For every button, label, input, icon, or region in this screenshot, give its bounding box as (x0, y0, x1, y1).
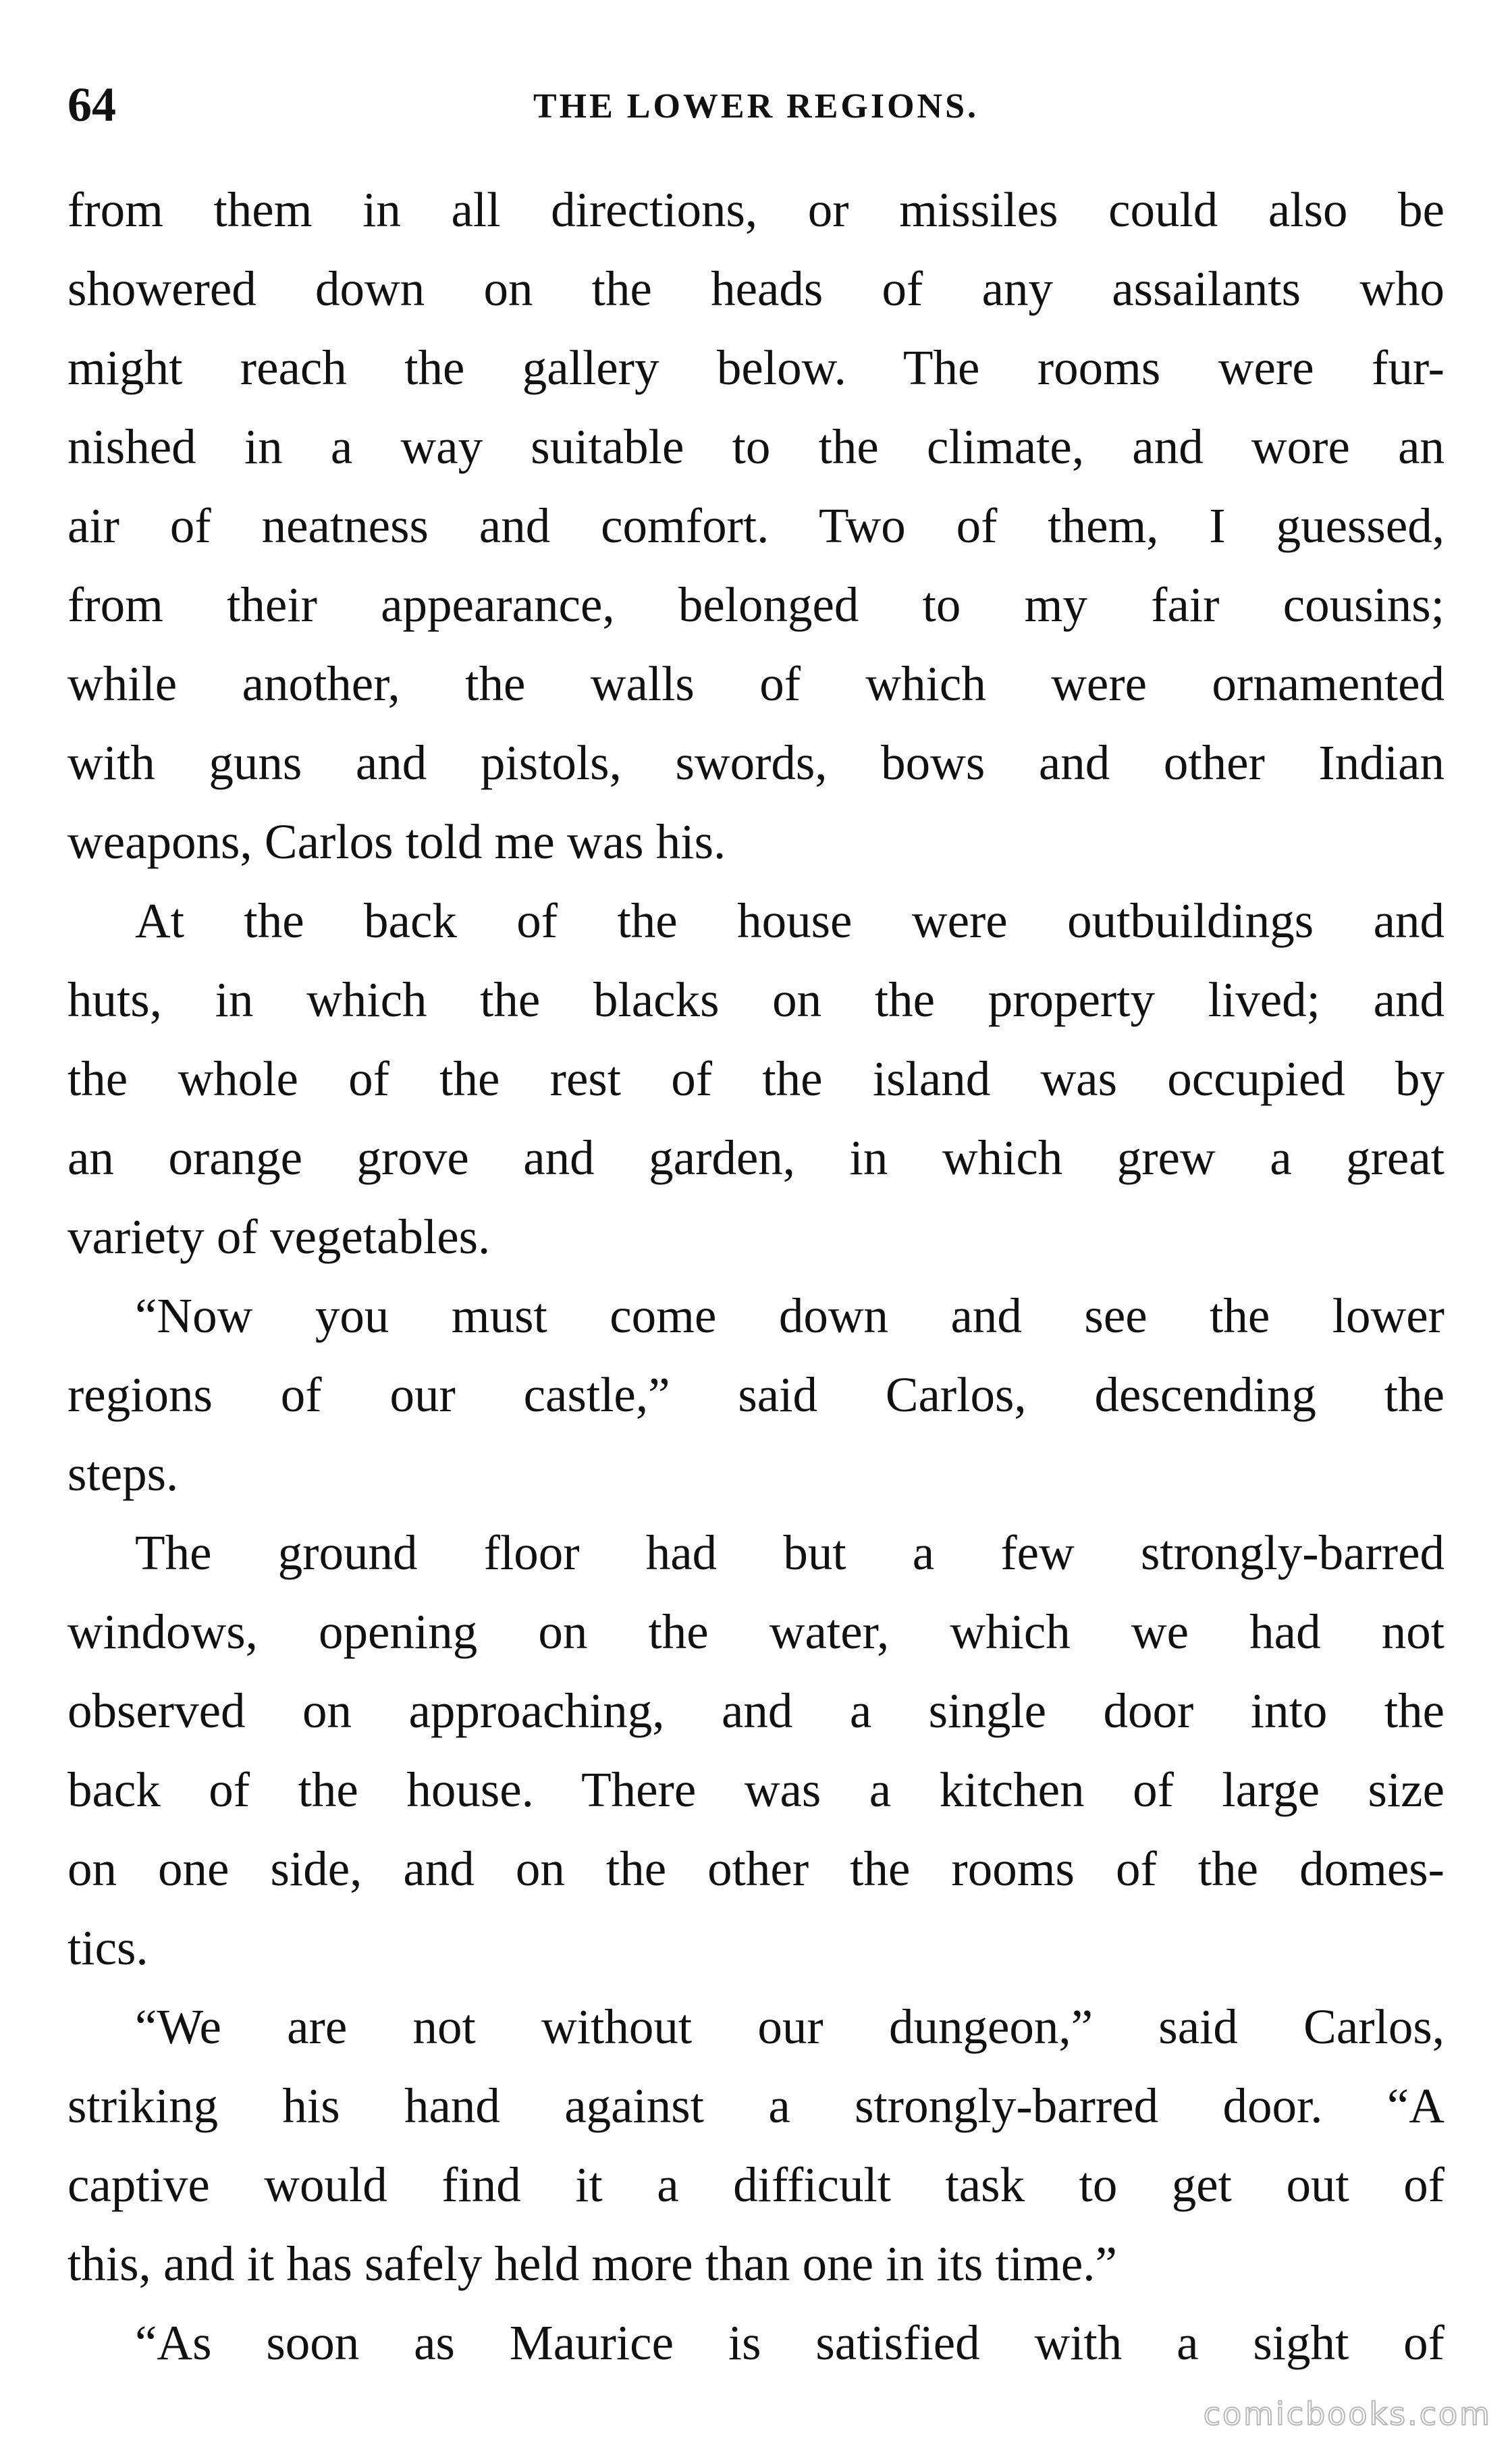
text-line: this, and it has safely held more than one in its time.” (68, 2236, 1117, 2291)
text-line: “As soon as Maurice is satisfied with a sight of (135, 2315, 1444, 2370)
text-line: striking his hand against a strongly-barred door. “A (68, 2078, 1444, 2133)
text-line: The ground floor had but a few strongly-barred (135, 1525, 1444, 1580)
paragraph (68, 1276, 1444, 1513)
text-line: windows, opening on the water, which we had not (68, 1604, 1444, 1659)
text-line: At the back of the house were outbuildings and (135, 893, 1444, 948)
body-text (68, 170, 1444, 2382)
running-head: THE LOWER REGIONS. (533, 87, 979, 126)
text-line: weapons, Carlos told me was his. (68, 814, 726, 869)
text-line: back of the house. There was a kitchen of large size (68, 1762, 1444, 1817)
watermark-logo: comicbooks.com (1203, 2396, 1492, 2432)
page-number: 64 (68, 78, 116, 132)
text-line: might reach the gallery below. The rooms were fur- (68, 340, 1444, 395)
text-line: an orange grove and garden, in which grew a great (68, 1130, 1444, 1185)
paragraph (68, 170, 1444, 881)
paragraph (68, 1987, 1444, 2303)
text-line: nished in a way suitable to the climate, and wore an (68, 419, 1444, 474)
text-line: tics. (68, 1920, 148, 1975)
text-line: the whole of the rest of the island was occupied by (68, 1051, 1444, 1106)
paragraph (68, 2303, 1444, 2382)
text-line: from them in all directions, or missiles could also be (68, 182, 1444, 237)
text-line: “Now you must come down and see the lower (135, 1288, 1444, 1343)
paragraph (68, 1513, 1444, 1987)
text-line: with guns and pistols, swords, bows and other Indian (68, 735, 1444, 790)
text-line: steps. (68, 1446, 179, 1501)
text-line: on one side, and on the other the rooms of the domes- (68, 1841, 1444, 1896)
text-line: variety of vegetables. (68, 1209, 491, 1264)
text-line: from their appearance, belonged to my fair cousins; (68, 577, 1444, 632)
text-line: huts, in which the blacks on the property lived; and (68, 972, 1444, 1027)
page-header (68, 68, 1444, 142)
text-line: observed on approaching, and a single door into the (68, 1683, 1444, 1738)
paragraph (68, 881, 1444, 1276)
text-line: “We are not without our dungeon,” said Carlos, (135, 1999, 1444, 2054)
text-line: regions of our castle,” said Carlos, descending the (68, 1367, 1444, 1422)
text-line: captive would find it a difficult task to get out of (68, 2157, 1444, 2212)
text-line: showered down on the heads of any assailants who (68, 261, 1444, 316)
text-line: while another, the walls of which were ornamented (68, 656, 1444, 711)
text-line: air of neatness and comfort. Two of them, I guessed, (68, 498, 1444, 553)
